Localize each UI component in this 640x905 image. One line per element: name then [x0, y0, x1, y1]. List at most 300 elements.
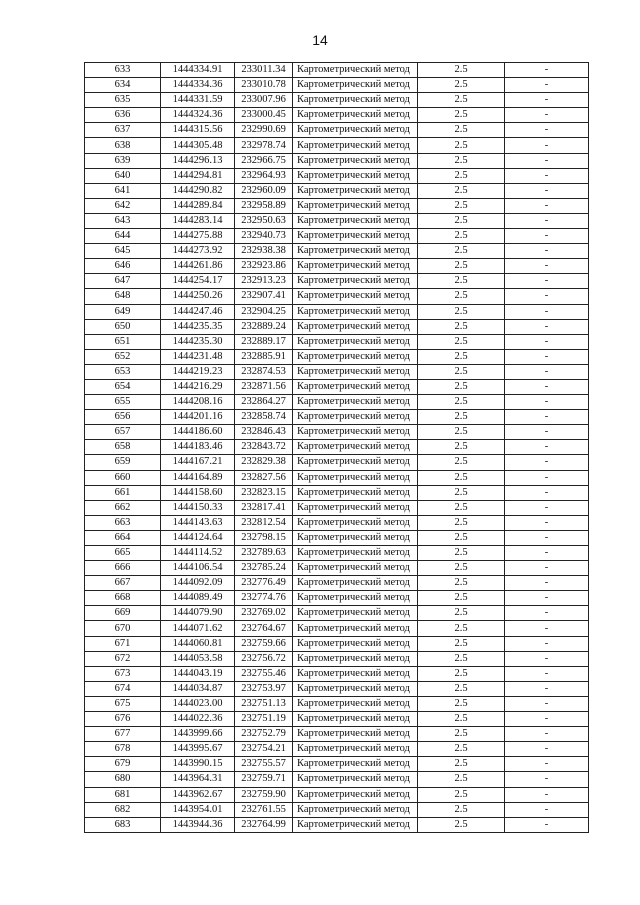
- method-cell: Картометрический метод: [293, 78, 418, 93]
- y-coordinate-cell: 232904.25: [235, 304, 293, 319]
- point-number-cell: 676: [85, 712, 161, 727]
- note-cell: -: [505, 244, 589, 259]
- table-row: [85, 410, 589, 425]
- x-coordinate-cell: 1443954.01: [161, 802, 235, 817]
- accuracy-cell: 2.5: [418, 425, 505, 440]
- y-coordinate-cell: 233007.96: [235, 93, 293, 108]
- accuracy-cell: 2.5: [418, 515, 505, 530]
- method-cell: Картометрический метод: [293, 742, 418, 757]
- table-row: [85, 500, 589, 515]
- table-row: [85, 244, 589, 259]
- method-cell: Картометрический метод: [293, 410, 418, 425]
- point-number-cell: 668: [85, 591, 161, 606]
- x-coordinate-cell: 1443944.36: [161, 817, 235, 832]
- x-coordinate-cell: 1444186.60: [161, 425, 235, 440]
- point-number-cell: 666: [85, 561, 161, 576]
- x-coordinate-cell: 1444324.36: [161, 108, 235, 123]
- note-cell: -: [505, 440, 589, 455]
- x-coordinate-cell: 1444060.81: [161, 636, 235, 651]
- table-row: [85, 259, 589, 274]
- method-cell: Картометрический метод: [293, 530, 418, 545]
- method-cell: Картометрический метод: [293, 681, 418, 696]
- x-coordinate-cell: 1444334.36: [161, 78, 235, 93]
- x-coordinate-cell: 1444315.56: [161, 123, 235, 138]
- x-coordinate-cell: 1444261.86: [161, 259, 235, 274]
- accuracy-cell: 2.5: [418, 123, 505, 138]
- note-cell: -: [505, 198, 589, 213]
- method-cell: Картометрический метод: [293, 621, 418, 636]
- table-row: [85, 742, 589, 757]
- point-number-cell: 678: [85, 742, 161, 757]
- x-coordinate-cell: 1444216.29: [161, 379, 235, 394]
- point-number-cell: 645: [85, 244, 161, 259]
- point-number-cell: 660: [85, 470, 161, 485]
- accuracy-cell: 2.5: [418, 304, 505, 319]
- accuracy-cell: 2.5: [418, 530, 505, 545]
- y-coordinate-cell: 232785.24: [235, 561, 293, 576]
- point-number-cell: 640: [85, 168, 161, 183]
- y-coordinate-cell: 232759.90: [235, 787, 293, 802]
- table-row: [85, 591, 589, 606]
- table-row: [85, 636, 589, 651]
- method-cell: Картометрический метод: [293, 561, 418, 576]
- method-cell: Картометрический метод: [293, 289, 418, 304]
- point-number-cell: 671: [85, 636, 161, 651]
- table-row: [85, 787, 589, 802]
- point-number-cell: 680: [85, 772, 161, 787]
- accuracy-cell: 2.5: [418, 470, 505, 485]
- method-cell: Картометрический метод: [293, 546, 418, 561]
- x-coordinate-cell: 1444275.88: [161, 229, 235, 244]
- note-cell: -: [505, 183, 589, 198]
- y-coordinate-cell: 232889.24: [235, 319, 293, 334]
- y-coordinate-cell: 232858.74: [235, 410, 293, 425]
- note-cell: -: [505, 410, 589, 425]
- x-coordinate-cell: 1444114.52: [161, 546, 235, 561]
- y-coordinate-cell: 232751.13: [235, 696, 293, 711]
- y-coordinate-cell: 232966.75: [235, 153, 293, 168]
- table-row: [85, 470, 589, 485]
- x-coordinate-cell: 1443990.15: [161, 757, 235, 772]
- point-number-cell: 638: [85, 138, 161, 153]
- point-number-cell: 669: [85, 606, 161, 621]
- note-cell: -: [505, 334, 589, 349]
- accuracy-cell: 2.5: [418, 696, 505, 711]
- point-number-cell: 641: [85, 183, 161, 198]
- note-cell: -: [505, 470, 589, 485]
- y-coordinate-cell: 232829.38: [235, 455, 293, 470]
- y-coordinate-cell: 232889.17: [235, 334, 293, 349]
- note-cell: -: [505, 576, 589, 591]
- accuracy-cell: 2.5: [418, 802, 505, 817]
- table-row: [85, 274, 589, 289]
- note-cell: -: [505, 651, 589, 666]
- note-cell: -: [505, 802, 589, 817]
- method-cell: Картометрический метод: [293, 425, 418, 440]
- method-cell: Картометрический метод: [293, 696, 418, 711]
- point-number-cell: 650: [85, 319, 161, 334]
- y-coordinate-cell: 232764.67: [235, 621, 293, 636]
- method-cell: Картометрический метод: [293, 500, 418, 515]
- x-coordinate-cell: 1444296.13: [161, 153, 235, 168]
- x-coordinate-cell: 1443964.31: [161, 772, 235, 787]
- table-row: [85, 727, 589, 742]
- note-cell: -: [505, 530, 589, 545]
- y-coordinate-cell: 232885.91: [235, 349, 293, 364]
- y-coordinate-cell: 232752.79: [235, 727, 293, 742]
- coordinates-table: [84, 62, 589, 833]
- table-row: [85, 93, 589, 108]
- table-row: [85, 455, 589, 470]
- method-cell: Картометрический метод: [293, 274, 418, 289]
- accuracy-cell: 2.5: [418, 727, 505, 742]
- note-cell: -: [505, 349, 589, 364]
- note-cell: -: [505, 364, 589, 379]
- y-coordinate-cell: 232817.41: [235, 500, 293, 515]
- x-coordinate-cell: 1444235.35: [161, 319, 235, 334]
- method-cell: Картометрический метод: [293, 213, 418, 228]
- point-number-cell: 648: [85, 289, 161, 304]
- accuracy-cell: 2.5: [418, 440, 505, 455]
- note-cell: -: [505, 395, 589, 410]
- x-coordinate-cell: 1444053.58: [161, 651, 235, 666]
- y-coordinate-cell: 232960.09: [235, 183, 293, 198]
- accuracy-cell: 2.5: [418, 213, 505, 228]
- x-coordinate-cell: 1444150.33: [161, 500, 235, 515]
- accuracy-cell: 2.5: [418, 168, 505, 183]
- note-cell: -: [505, 153, 589, 168]
- accuracy-cell: 2.5: [418, 410, 505, 425]
- method-cell: Картометрический метод: [293, 319, 418, 334]
- note-cell: -: [505, 742, 589, 757]
- x-coordinate-cell: 1444331.59: [161, 93, 235, 108]
- x-coordinate-cell: 1444167.21: [161, 455, 235, 470]
- point-number-cell: 657: [85, 425, 161, 440]
- method-cell: Картометрический метод: [293, 485, 418, 500]
- accuracy-cell: 2.5: [418, 576, 505, 591]
- note-cell: -: [505, 78, 589, 93]
- accuracy-cell: 2.5: [418, 455, 505, 470]
- accuracy-cell: 2.5: [418, 379, 505, 394]
- table-row: [85, 229, 589, 244]
- note-cell: -: [505, 379, 589, 394]
- point-number-cell: 665: [85, 546, 161, 561]
- accuracy-cell: 2.5: [418, 681, 505, 696]
- y-coordinate-cell: 232755.57: [235, 757, 293, 772]
- accuracy-cell: 2.5: [418, 108, 505, 123]
- note-cell: -: [505, 63, 589, 78]
- y-coordinate-cell: 232964.93: [235, 168, 293, 183]
- y-coordinate-cell: 232798.15: [235, 530, 293, 545]
- point-number-cell: 664: [85, 530, 161, 545]
- y-coordinate-cell: 232843.72: [235, 440, 293, 455]
- accuracy-cell: 2.5: [418, 349, 505, 364]
- table-row: [85, 576, 589, 591]
- note-cell: -: [505, 712, 589, 727]
- method-cell: Картометрический метод: [293, 63, 418, 78]
- y-coordinate-cell: 232950.63: [235, 213, 293, 228]
- accuracy-cell: 2.5: [418, 63, 505, 78]
- accuracy-cell: 2.5: [418, 787, 505, 802]
- note-cell: -: [505, 621, 589, 636]
- accuracy-cell: 2.5: [418, 198, 505, 213]
- x-coordinate-cell: 1444283.14: [161, 213, 235, 228]
- y-coordinate-cell: 232990.69: [235, 123, 293, 138]
- x-coordinate-cell: 1444250.26: [161, 289, 235, 304]
- method-cell: Картометрический метод: [293, 123, 418, 138]
- point-number-cell: 661: [85, 485, 161, 500]
- table-row: [85, 63, 589, 78]
- y-coordinate-cell: 232761.55: [235, 802, 293, 817]
- table-row: [85, 606, 589, 621]
- y-coordinate-cell: 232913.23: [235, 274, 293, 289]
- table-row: [85, 546, 589, 561]
- method-cell: Картометрический метод: [293, 244, 418, 259]
- table-row: [85, 168, 589, 183]
- point-number-cell: 672: [85, 651, 161, 666]
- y-coordinate-cell: 232751.19: [235, 712, 293, 727]
- note-cell: -: [505, 319, 589, 334]
- x-coordinate-cell: 1444305.48: [161, 138, 235, 153]
- point-number-cell: 677: [85, 727, 161, 742]
- table-row: [85, 712, 589, 727]
- accuracy-cell: 2.5: [418, 334, 505, 349]
- note-cell: -: [505, 787, 589, 802]
- note-cell: -: [505, 636, 589, 651]
- method-cell: Картометрический метод: [293, 364, 418, 379]
- accuracy-cell: 2.5: [418, 259, 505, 274]
- table-row: [85, 530, 589, 545]
- accuracy-cell: 2.5: [418, 712, 505, 727]
- note-cell: -: [505, 274, 589, 289]
- note-cell: -: [505, 727, 589, 742]
- table-row: [85, 138, 589, 153]
- x-coordinate-cell: 1444164.89: [161, 470, 235, 485]
- point-number-cell: 658: [85, 440, 161, 455]
- method-cell: Картометрический метод: [293, 455, 418, 470]
- y-coordinate-cell: 232871.56: [235, 379, 293, 394]
- accuracy-cell: 2.5: [418, 93, 505, 108]
- y-coordinate-cell: 232812.54: [235, 515, 293, 530]
- point-number-cell: 681: [85, 787, 161, 802]
- note-cell: -: [505, 229, 589, 244]
- table-row: [85, 334, 589, 349]
- accuracy-cell: 2.5: [418, 364, 505, 379]
- x-coordinate-cell: 1444247.46: [161, 304, 235, 319]
- y-coordinate-cell: 233000.45: [235, 108, 293, 123]
- table-row: [85, 213, 589, 228]
- y-coordinate-cell: 232753.97: [235, 681, 293, 696]
- table-row: [85, 681, 589, 696]
- x-coordinate-cell: 1444079.90: [161, 606, 235, 621]
- y-coordinate-cell: 232940.73: [235, 229, 293, 244]
- table-body: [85, 63, 589, 833]
- method-cell: Картометрический метод: [293, 515, 418, 530]
- method-cell: Картометрический метод: [293, 229, 418, 244]
- x-coordinate-cell: 1444106.54: [161, 561, 235, 576]
- table-row: [85, 485, 589, 500]
- method-cell: Картометрический метод: [293, 334, 418, 349]
- page-number: 14: [312, 32, 328, 48]
- table-row: [85, 651, 589, 666]
- y-coordinate-cell: 232759.71: [235, 772, 293, 787]
- table-row: [85, 802, 589, 817]
- accuracy-cell: 2.5: [418, 817, 505, 832]
- method-cell: Картометрический метод: [293, 138, 418, 153]
- x-coordinate-cell: 1444158.60: [161, 485, 235, 500]
- table-row: [85, 349, 589, 364]
- table-row: [85, 666, 589, 681]
- accuracy-cell: 2.5: [418, 546, 505, 561]
- point-number-cell: 682: [85, 802, 161, 817]
- note-cell: -: [505, 606, 589, 621]
- method-cell: Картометрический метод: [293, 304, 418, 319]
- method-cell: Картометрический метод: [293, 576, 418, 591]
- note-cell: -: [505, 817, 589, 832]
- note-cell: -: [505, 546, 589, 561]
- note-cell: -: [505, 425, 589, 440]
- table-row: [85, 515, 589, 530]
- point-number-cell: 659: [85, 455, 161, 470]
- method-cell: Картометрический метод: [293, 636, 418, 651]
- accuracy-cell: 2.5: [418, 757, 505, 772]
- point-number-cell: 651: [85, 334, 161, 349]
- x-coordinate-cell: 1444183.46: [161, 440, 235, 455]
- accuracy-cell: 2.5: [418, 591, 505, 606]
- method-cell: Картометрический метод: [293, 591, 418, 606]
- x-coordinate-cell: 1444334.91: [161, 63, 235, 78]
- point-number-cell: 634: [85, 78, 161, 93]
- method-cell: Картометрический метод: [293, 817, 418, 832]
- x-coordinate-cell: 1444290.82: [161, 183, 235, 198]
- x-coordinate-cell: 1444201.16: [161, 410, 235, 425]
- table-row: [85, 153, 589, 168]
- x-coordinate-cell: 1444235.30: [161, 334, 235, 349]
- table-row: [85, 198, 589, 213]
- y-coordinate-cell: 233011.34: [235, 63, 293, 78]
- y-coordinate-cell: 232756.72: [235, 651, 293, 666]
- x-coordinate-cell: 1444092.09: [161, 576, 235, 591]
- x-coordinate-cell: 1444208.16: [161, 395, 235, 410]
- table-row: [85, 440, 589, 455]
- table-row: [85, 78, 589, 93]
- x-coordinate-cell: 1444273.92: [161, 244, 235, 259]
- point-number-cell: 670: [85, 621, 161, 636]
- note-cell: -: [505, 591, 589, 606]
- point-number-cell: 646: [85, 259, 161, 274]
- x-coordinate-cell: 1443999.66: [161, 727, 235, 742]
- accuracy-cell: 2.5: [418, 621, 505, 636]
- method-cell: Картометрический метод: [293, 802, 418, 817]
- note-cell: -: [505, 304, 589, 319]
- table-row: [85, 123, 589, 138]
- x-coordinate-cell: 1444254.17: [161, 274, 235, 289]
- method-cell: Картометрический метод: [293, 651, 418, 666]
- table-row: [85, 304, 589, 319]
- table-row: [85, 289, 589, 304]
- table-row: [85, 364, 589, 379]
- method-cell: Картометрический метод: [293, 108, 418, 123]
- y-coordinate-cell: 232978.74: [235, 138, 293, 153]
- table-row: [85, 772, 589, 787]
- point-number-cell: 679: [85, 757, 161, 772]
- accuracy-cell: 2.5: [418, 244, 505, 259]
- point-number-cell: 662: [85, 500, 161, 515]
- x-coordinate-cell: 1444034.87: [161, 681, 235, 696]
- method-cell: Картометрический метод: [293, 712, 418, 727]
- accuracy-cell: 2.5: [418, 289, 505, 304]
- x-coordinate-cell: 1444124.64: [161, 530, 235, 545]
- y-coordinate-cell: 232874.53: [235, 364, 293, 379]
- note-cell: -: [505, 681, 589, 696]
- point-number-cell: 675: [85, 696, 161, 711]
- method-cell: Картометрический метод: [293, 772, 418, 787]
- table-row: [85, 395, 589, 410]
- note-cell: -: [505, 93, 589, 108]
- method-cell: Картометрический метод: [293, 666, 418, 681]
- accuracy-cell: 2.5: [418, 636, 505, 651]
- method-cell: Картометрический метод: [293, 727, 418, 742]
- note-cell: -: [505, 168, 589, 183]
- point-number-cell: 647: [85, 274, 161, 289]
- point-number-cell: 642: [85, 198, 161, 213]
- y-coordinate-cell: 232789.63: [235, 546, 293, 561]
- note-cell: -: [505, 213, 589, 228]
- table-row: [85, 108, 589, 123]
- point-number-cell: 636: [85, 108, 161, 123]
- x-coordinate-cell: 1444294.81: [161, 168, 235, 183]
- point-number-cell: 653: [85, 364, 161, 379]
- y-coordinate-cell: 232754.21: [235, 742, 293, 757]
- table-row: [85, 817, 589, 832]
- y-coordinate-cell: 232827.56: [235, 470, 293, 485]
- x-coordinate-cell: 1443995.67: [161, 742, 235, 757]
- y-coordinate-cell: 232776.49: [235, 576, 293, 591]
- note-cell: -: [505, 772, 589, 787]
- method-cell: Картометрический метод: [293, 606, 418, 621]
- accuracy-cell: 2.5: [418, 651, 505, 666]
- table-row: [85, 757, 589, 772]
- method-cell: Картометрический метод: [293, 93, 418, 108]
- table-row: [85, 183, 589, 198]
- method-cell: Картометрический метод: [293, 259, 418, 274]
- x-coordinate-cell: 1444289.84: [161, 198, 235, 213]
- x-coordinate-cell: 1444022.36: [161, 712, 235, 727]
- point-number-cell: 652: [85, 349, 161, 364]
- method-cell: Картометрический метод: [293, 395, 418, 410]
- point-number-cell: 637: [85, 123, 161, 138]
- y-coordinate-cell: 232759.66: [235, 636, 293, 651]
- point-number-cell: 683: [85, 817, 161, 832]
- y-coordinate-cell: 232907.41: [235, 289, 293, 304]
- point-number-cell: 674: [85, 681, 161, 696]
- accuracy-cell: 2.5: [418, 500, 505, 515]
- note-cell: -: [505, 757, 589, 772]
- accuracy-cell: 2.5: [418, 78, 505, 93]
- y-coordinate-cell: 232938.38: [235, 244, 293, 259]
- method-cell: Картометрический метод: [293, 757, 418, 772]
- y-coordinate-cell: 232774.76: [235, 591, 293, 606]
- y-coordinate-cell: 232958.89: [235, 198, 293, 213]
- x-coordinate-cell: 1443962.67: [161, 787, 235, 802]
- point-number-cell: 655: [85, 395, 161, 410]
- accuracy-cell: 2.5: [418, 183, 505, 198]
- method-cell: Картометрический метод: [293, 440, 418, 455]
- note-cell: -: [505, 515, 589, 530]
- y-coordinate-cell: 232864.27: [235, 395, 293, 410]
- note-cell: -: [505, 138, 589, 153]
- note-cell: -: [505, 123, 589, 138]
